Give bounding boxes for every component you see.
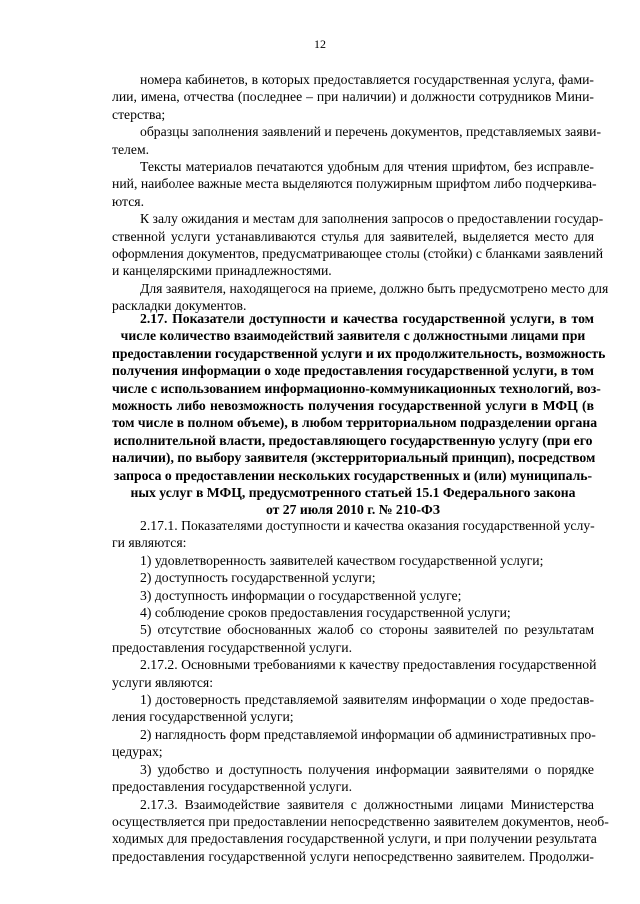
body-text-block [112, 517, 609, 865]
text-line: 2.17.2. Основными требованиями к качеству предоставления государственной [140, 657, 597, 673]
text-line: услуги являются: [112, 674, 214, 690]
list-item: 3) удобство и доступность получения информации заявителями о порядке [140, 761, 594, 777]
text-line: лии, имена, отчества (последнее – при наличии) и должности сотрудников Мини- [112, 89, 594, 105]
text-line: раскладки документов. [112, 298, 247, 314]
heading-line: получения информации о ходе предоставления государственной услуги, в том [112, 363, 594, 379]
text-line: предоставления государственной услуги непосредственно заявителем. Продолжи- [112, 848, 594, 864]
text-line: ний, наиболее важные места выделяются полужирным шрифтом либо подчеркива- [112, 176, 597, 192]
list-item: 1) достоверность представляемой заявителям информации о ходе предостав- [140, 692, 594, 708]
text-line: К залу ожидания и местам для заполнения запросов о предоставлении государ- [140, 211, 604, 227]
intro-text-block [112, 71, 609, 315]
text-line: номера кабинетов, в которых предоставляется государственная услуга, фами- [140, 72, 594, 87]
heading-line: наличии), по выбору заявителя (экстерриториальный принцип), посредством [112, 450, 596, 466]
text-line: ги являются: [112, 535, 187, 551]
text-line: образцы заполнения заявлений и перечень документов, представляемых заяви- [140, 124, 601, 140]
text-line: телем. [112, 141, 150, 157]
heading-line: ных услуг в МФЦ, предусмотренного статьей 15.1 Федерального закона [130, 485, 576, 501]
text-line: 2.17.3. Взаимодействие заявителя с должностными лицами Министерства [140, 796, 594, 812]
text-line: Тексты материалов печатаются удобным для чтения шрифтом, без исправле- [140, 159, 594, 175]
text-line: и канцелярскими принадлежностями. [112, 263, 332, 279]
text-line: ются. [112, 193, 144, 209]
text-line: ственной услуги устанавливаются стулья для заявителей, выделяется место для [112, 228, 594, 244]
heading-line: предоставлении государственной услуги и их продолжительность, возможность [112, 345, 606, 361]
text-line: предоставления государственной услуги. [112, 639, 352, 655]
text-line: цедурах; [112, 744, 163, 760]
text-line: ления государственной услуги; [112, 709, 294, 725]
list-item: 4) соблюдение сроков предоставления государственной услуги; [140, 605, 511, 621]
text-line: 2.17.1. Показателями доступности и качества оказания государственной услу- [140, 518, 595, 533]
heading-line: 2.17. Показатели доступности и качества государственной услуги, в том [140, 311, 594, 326]
list-item: 5) отсутствие обоснованных жалоб со стороны заявителей по результатам [140, 622, 594, 638]
list-item: 2) наглядность форм представляемой информации об административных про- [140, 726, 596, 742]
text-line: предоставления государственной услуги. [112, 779, 352, 795]
text-line: осуществляется при предоставлении непосредственно заявителем документов, необ- [112, 813, 609, 829]
heading-line: исполнительной власти, предоставляющего государственную услугу (при его [113, 432, 593, 448]
text-line: оформления документов, предусматривающее столы (стойки) с бланками заявлений [112, 246, 604, 262]
heading-line: числе с использованием информационно-коммуникационных технологий, воз- [112, 380, 601, 396]
heading-line: числе количество взаимодействий заявителя с должностными лицами при [120, 328, 586, 344]
heading-line: запроса о предоставлении нескольких государственных и (или) муниципаль- [113, 467, 593, 483]
text-line: ходимых для предоставления государственной услуги, и при получении результата [112, 831, 597, 847]
list-item: 1) удовлетворенность заявителей качеством государственной услуги; [140, 552, 544, 568]
text-line: Для заявителя, находящегося на приеме, должно быть предусмотрено место для [140, 280, 609, 296]
page-number: 12 [314, 37, 326, 51]
heading-line: от 27 июля 2010 г. № 210-ФЗ [266, 502, 440, 518]
list-item: 3) доступность информации о государственной услуге; [140, 587, 462, 603]
heading-line: можность либо невозможность получения государственной услуги в МФЦ (в [112, 398, 594, 414]
list-item: 2) доступность государственной услуги; [140, 570, 376, 586]
heading-line: том числе в полном объеме), в любом территориальном подразделении органа [112, 415, 598, 431]
text-line: стерства; [112, 106, 166, 122]
section-heading [112, 310, 606, 519]
